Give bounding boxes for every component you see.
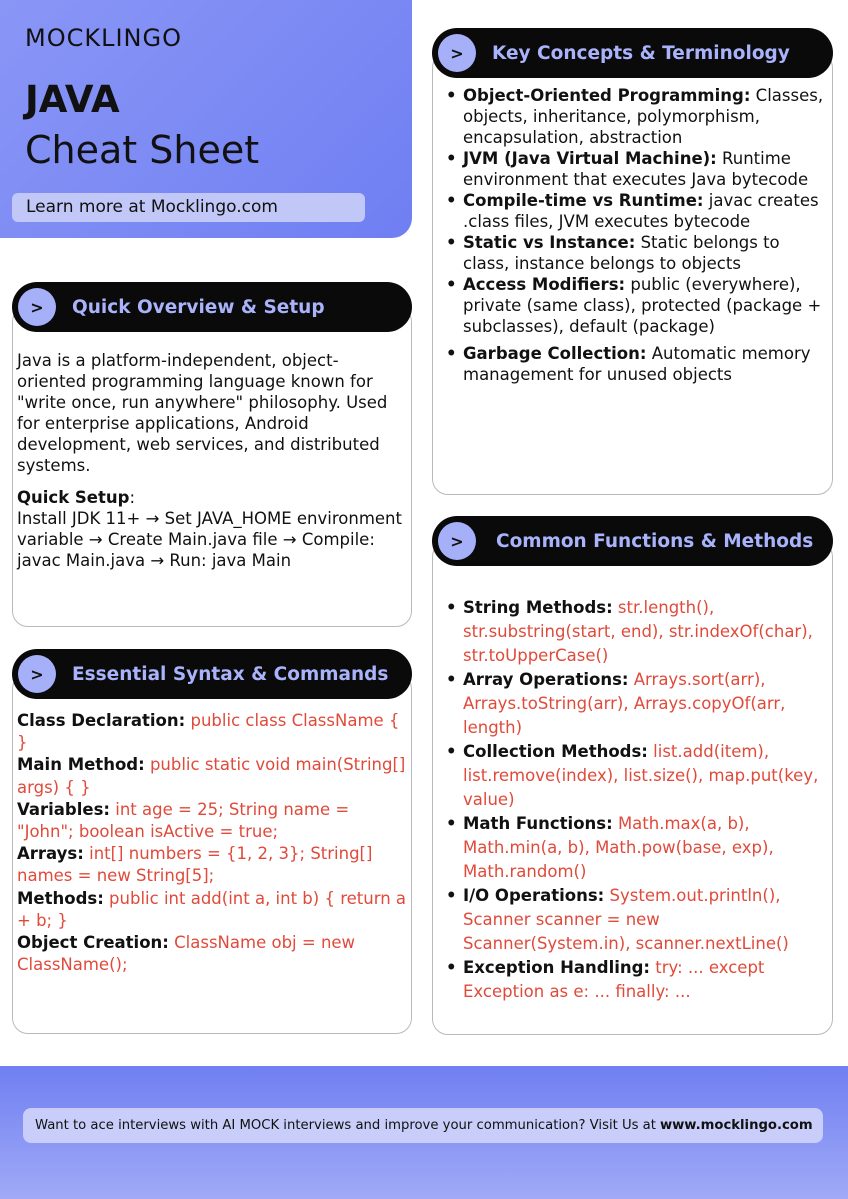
function-code: try: ... except Exception as e: ... finally: ... — [463, 958, 765, 1001]
syntax-item — [17, 710, 409, 754]
syntax-label: Variables: — [17, 799, 111, 819]
syntax-item — [17, 843, 409, 887]
syntax-label: Methods: — [17, 888, 104, 908]
term: Garbage Collection: — [463, 344, 647, 363]
function-code: Math.max(a, b), Math.min(a, b), Math.pow(base, exp), Math.random() — [463, 814, 774, 881]
overview-header — [12, 282, 412, 332]
key-concepts-list — [433, 85, 828, 385]
learn-more-link[interactable]: Learn more at Mocklingo.com — [12, 193, 365, 222]
term-description: javac creates .class files, JVM executes bytecode — [463, 191, 819, 231]
syntax-code: int[] numbers = {1, 2, 3}; String[] names = new String[5]; — [17, 844, 373, 886]
list-item — [433, 812, 827, 884]
syntax-code: public static void main(String[] args) { } — [17, 755, 406, 797]
list-item — [433, 956, 827, 1004]
list-item — [433, 85, 828, 148]
syntax-list — [17, 710, 409, 976]
quick-setup-label: Quick Setup — [17, 488, 130, 507]
list-item — [433, 190, 828, 232]
function-label: Collection Methods: — [463, 742, 648, 761]
term-description: Classes, objects, inheritance, polymorphism, encapsulation, abstraction — [463, 86, 824, 147]
list-item — [433, 596, 827, 668]
function-label: I/O Operations: — [463, 886, 605, 905]
list-item — [433, 740, 827, 812]
section-title: Key Concepts & Terminology — [492, 42, 790, 64]
syntax-code: public class ClassName { } — [17, 711, 400, 753]
function-code: str.length(), str.substring(start, end), str.indexOf(char), str.toUpperCase() — [463, 598, 813, 665]
overview-paragraph — [17, 350, 407, 476]
syntax-item — [17, 799, 409, 843]
function-label: Array Operations: — [463, 670, 629, 689]
syntax-label: Main Method: — [17, 755, 145, 775]
term: Static vs Instance: — [463, 233, 636, 252]
list-item — [433, 274, 828, 337]
syntax-header — [12, 649, 412, 699]
syntax-item — [17, 888, 409, 932]
list-item — [433, 668, 827, 740]
cta-link[interactable]: www.mocklingo.com — [659, 1118, 813, 1133]
functions-header — [432, 516, 833, 566]
term: JVM (Java Virtual Machine): — [463, 149, 717, 168]
syntax-label: Arrays: — [17, 844, 84, 864]
chevron-right-icon: > — [18, 288, 56, 326]
section-title: Essential Syntax & Commands — [72, 663, 389, 685]
chevron-right-icon: > — [438, 522, 476, 560]
function-code: System.out.println(), Scanner scanner = new Scanner(System.in), scanner.nextLine() — [463, 886, 789, 953]
quick-setup — [17, 487, 407, 571]
term: Compile-time vs Runtime: — [463, 191, 704, 210]
list-item — [433, 232, 828, 274]
syntax-item — [17, 754, 409, 798]
term-description: public (everywhere), private (same class), protected (package + subclasses), default (package) — [463, 275, 822, 336]
brand-logo: MOCKLINGO — [25, 24, 182, 52]
list-item — [433, 148, 828, 190]
syntax-code: public int add(int a, int b) { return a + b; } — [17, 888, 407, 930]
section-title: Quick Overview & Setup — [72, 296, 325, 318]
syntax-item — [17, 932, 409, 976]
chevron-right-icon: > — [438, 34, 476, 72]
term-description: Static belongs to class, instance belongs to objects — [463, 233, 780, 273]
function-code: Arrays.sort(arr), Arrays.toString(arr), Arrays.copyOf(arr, length) — [463, 670, 786, 737]
list-item — [433, 343, 828, 385]
syntax-code: int age = 25; String name = "John"; boolean isActive = true; — [17, 799, 350, 842]
syntax-label: Object Creation: — [17, 933, 169, 953]
key-concepts-header — [432, 28, 833, 78]
term: Object-Oriented Programming: — [463, 86, 751, 105]
list-item — [433, 884, 827, 956]
term-description: Automatic memory management for unused objects — [463, 344, 811, 384]
function-label: String Methods: — [463, 598, 613, 617]
hero-banner — [0, 0, 412, 238]
page-title: JAVA — [25, 78, 120, 121]
footer-cta[interactable] — [23, 1108, 823, 1143]
syntax-code: ClassName obj = new ClassName(); — [17, 933, 356, 975]
page-subtitle: Cheat Sheet — [25, 128, 260, 172]
quick-setup-colon: : — [129, 488, 136, 507]
term-description: Runtime environment that executes Java bytecode — [463, 149, 809, 189]
quick-setup-text: Install JDK 11+ → Set JAVA_HOME environment variable → Create Main.java file → Compile: javac Main.java → Run: java Main — [17, 509, 402, 570]
chevron-right-icon: > — [18, 655, 56, 693]
function-label: Math Functions: — [463, 814, 613, 833]
cta-text: Want to ace interviews with AI MOCK interviews and improve your communication? Visit Us at — [35, 1118, 656, 1133]
term: Access Modifiers: — [463, 275, 626, 294]
footer-banner — [0, 1066, 848, 1199]
function-label: Exception Handling: — [463, 958, 651, 977]
functions-list — [433, 596, 827, 1004]
section-title: Common Functions & Methods — [496, 530, 814, 552]
syntax-label: Class Declaration: — [17, 711, 186, 730]
function-code: list.add(item), list.remove(index), list.size(), map.put(key, value) — [463, 742, 819, 809]
overview-text: Java is a platform-independent, object-oriented programming language known for "write once, run anywhere" philosophy. Used for enterprise applications, Android development, web services, and distributed systems. — [17, 351, 388, 475]
